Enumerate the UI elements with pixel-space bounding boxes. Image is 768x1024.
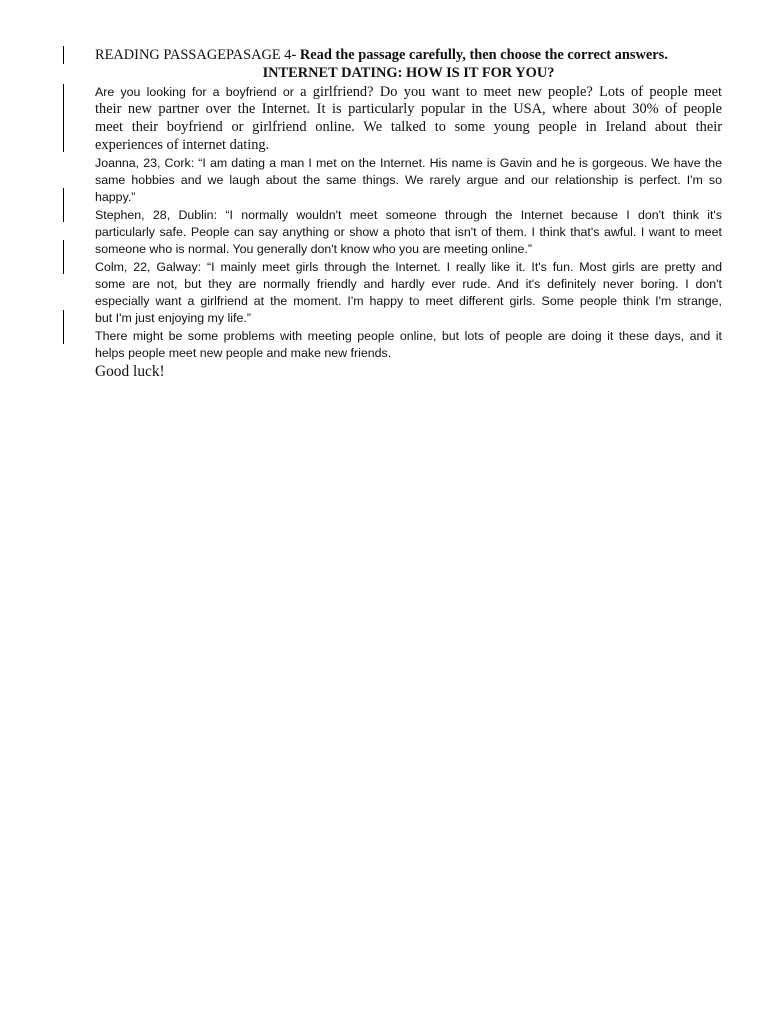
joanna-line: same hobbies and we laugh about the same things. We rarely argue and our relationship is perfect. I'm so <box>95 173 722 187</box>
stephen-line: Stephen, 28, Dublin: “I normally wouldn't meet someone through the Internet because I don't think it's <box>95 208 722 222</box>
intro-line: experiences of internet dating. <box>95 137 270 153</box>
joanna-line: happy.” <box>95 190 136 204</box>
conclusion-line: helps people meet new people and make new friends. <box>95 346 392 360</box>
intro-line: meet their boyfriend or girlfriend online. We talked to some young people in Ireland about their <box>95 119 722 135</box>
conclusion-line: There might be some problems with meeting people online, but lots of people are doing it these days, and it <box>95 329 722 343</box>
margin-bar <box>63 188 64 222</box>
intro-line: their new partner over the Internet. It is particularly popular in the USA, where about 30% of people <box>95 101 722 117</box>
intro-line-sans: Are you looking for a boyfriend or <box>95 85 301 99</box>
margin-bar <box>63 46 64 64</box>
stephen-line: someone who is normal. You generally don't know who you are meeting online.” <box>95 242 532 256</box>
joanna-line: Joanna, 23, Cork: “I am dating a man I met on the Internet. His name is Gavin and he is gorgeous. We have the <box>95 156 722 170</box>
passage-title: INTERNET DATING: HOW IS IT FOR YOU? <box>262 65 555 81</box>
stephen-line: particularly safe. People can say anything or show a photo that isn't of them. I think that's awful. I want to meet <box>95 225 722 239</box>
intro-line-serif: a girlfriend? Do you want to meet new people? Lots of people meet <box>300 84 722 100</box>
colm-line: Colm, 22, Galway: “I mainly meet girls through the Internet. I really like it. It's fun. Most girls are pretty and <box>95 260 722 274</box>
margin-bar <box>63 240 64 274</box>
colm-line: especially want a girlfriend at the moment. I'm happy to meet different girls. Some people think I'm strange, <box>95 294 722 308</box>
heading-prefix: READING PASSAGEPASAGE 4- <box>95 47 300 63</box>
colm-line: but I'm just enjoying my life.” <box>95 311 251 325</box>
reading-heading <box>95 47 722 64</box>
closing-text: Good luck! <box>95 363 165 380</box>
colm-line: some are not, but they are normally friendly and hardly ever rude. And it's definitely never boring. I don't <box>95 277 722 291</box>
margin-bar <box>63 84 64 152</box>
margin-bar <box>63 310 64 344</box>
intro-line <box>95 83 722 101</box>
heading-instruction: Read the passage carefully, then choose the correct answers. <box>299 47 668 63</box>
